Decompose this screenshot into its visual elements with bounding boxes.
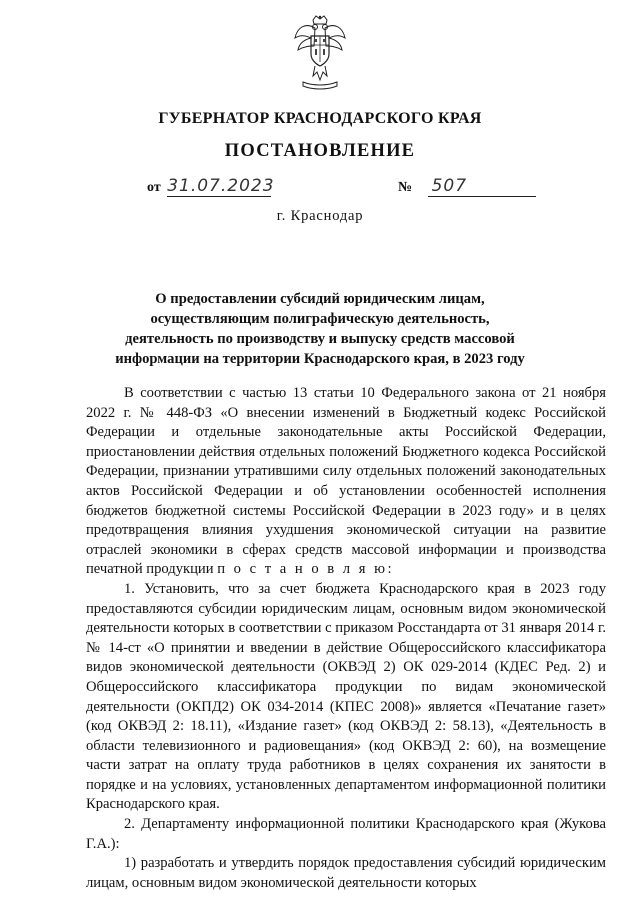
number-field xyxy=(398,176,536,197)
document-body xyxy=(86,384,606,893)
number-value: 507 xyxy=(431,176,468,196)
date-field xyxy=(147,176,275,197)
preamble-text: В соответствии с частью 13 статьи 10 Федерального закона от 21 ноября 2022 г. № 448-ФЗ «О внесении изменений в Бюджетный кодекс Российской Федерации и отдельные законодательные акты Российской Федерации, приостановлении действия отдельных положений Бюджетного кодекса Российской Федерации, признании утратившими силу отдельных положений законодательных актов Российской Федерации и об установлении особенностей исполнения бюджетов бюджетной системы Российской Федерации в 2023 году» и в целях предотвращения влияния ухудшения экономической ситуации на развитие отраслей экономики в сферах средств массовой информации и производства печатной продукции xyxy=(86,385,606,578)
number-underline xyxy=(428,176,536,197)
item-2-paragraph: 2. Департаменту информационной политики Краснодарского края (Жукова Г.А.): xyxy=(86,816,606,852)
document-type-heading: ПОСТАНОВЛЕНИЕ xyxy=(224,141,416,161)
title-line: информации на территории Краснодарского края, в 2023 году xyxy=(115,351,525,367)
item-1-paragraph: 1. Установить, что за счет бюджета Краснодарского края в 2023 году предоставляются субсидии юридическим лицам, основным видом экономической деятельности которых в соответствии с приказом Росстандарта от 31 января 2014 г. № 14-ст «О принятии и введении в действие Общероссийского классификатора видов экономической деятельности (ОКВЭД 2) ОК 029-2014 (КДЕС Ред. 2) и Общероссийского классификатора продукции по видам экономической деятельности (ОКПД2) ОК 034-2014 (КПЕС 2008)» является «Печатание газет» (код ОКВЭД 2: 18.11), «Издание газет» (код ОКВЭД 2: 58.13), «Деятельность в области телевизионного и радиовещания» (код ОКВЭД 2: 60), на возмещение части затрат на оплату труда работников в целях сохранения их занятости в порядке и на условиях, установленных департаментом информационной политики Краснодарского края. xyxy=(86,580,606,813)
title-line: деятельность по производству и выпуску средств массовой xyxy=(125,331,515,347)
coat-of-arms-emblem xyxy=(293,14,347,90)
number-prefix: № xyxy=(398,180,413,195)
city-label: г. Краснодар xyxy=(276,208,364,224)
document-title xyxy=(110,289,530,369)
date-underline xyxy=(167,176,275,197)
preamble-paragraph xyxy=(86,384,606,580)
title-line: О предоставлении субсидий юридическим лицам, xyxy=(155,291,485,307)
preamble-keyword: п о с т а н о в л я ю: xyxy=(217,561,395,578)
item-2-1-paragraph: 1) разработать и утвердить порядок предоставления субсидий юридическим лицам, основным видом экономической деятельности которых xyxy=(86,855,606,891)
date-prefix: от xyxy=(147,180,161,195)
title-line: осуществляющим полиграфическую деятельность, xyxy=(150,311,490,327)
date-value: 31.07.2023 xyxy=(167,176,275,196)
authority-heading: ГУБЕРНАТОР КРАСНОДАРСКОГО КРАЯ xyxy=(158,110,482,127)
